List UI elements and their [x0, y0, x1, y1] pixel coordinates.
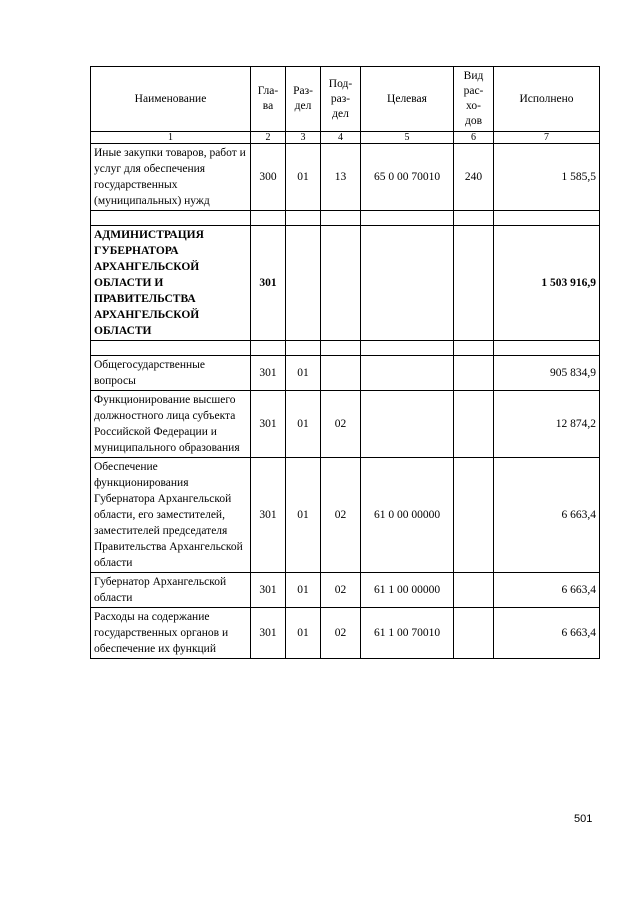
row-executed: 6 663,4 [494, 458, 600, 573]
row-subsection: 02 [321, 458, 361, 573]
row-expense-type: 240 [454, 144, 494, 211]
header-target: Целевая [361, 67, 454, 132]
row-name: Расходы на содержание государственных органов и обеспечение их функций [91, 608, 251, 659]
row-section: 01 [286, 608, 321, 659]
row-subsection [321, 226, 361, 341]
table-row [91, 226, 600, 341]
row-expense-type [454, 608, 494, 659]
column-number: 7 [494, 132, 600, 144]
header-executed: Исполнено [494, 67, 600, 132]
column-number: 1 [91, 132, 251, 144]
header-subsection: Под- раз- дел [321, 67, 361, 132]
row-expense-type [454, 356, 494, 391]
table-row [91, 356, 600, 391]
row-subsection: 02 [321, 391, 361, 458]
header-chapter: Гла- ва [251, 67, 286, 132]
row-chapter: 301 [251, 391, 286, 458]
column-number: 2 [251, 132, 286, 144]
row-executed: 1 585,5 [494, 144, 600, 211]
header-expense-type: Вид рас- хо- дов [454, 67, 494, 132]
table-row [91, 608, 600, 659]
row-name: Обеспечение функционирования Губернатора Архангельской области, его заместителей, заместителей председателя Правительства Архангельской области [91, 458, 251, 573]
header-section: Раз- дел [286, 67, 321, 132]
row-chapter: 301 [251, 573, 286, 608]
row-section [286, 226, 321, 341]
table-header-row [91, 67, 600, 132]
row-chapter: 301 [251, 356, 286, 391]
column-number: 3 [286, 132, 321, 144]
row-section: 01 [286, 356, 321, 391]
column-number: 6 [454, 132, 494, 144]
row-subsection: 02 [321, 608, 361, 659]
row-target: 61 0 00 00000 [361, 458, 454, 573]
row-expense-type [454, 573, 494, 608]
budget-table [90, 66, 600, 659]
row-name: АДМИНИСТРАЦИЯ ГУБЕРНАТОРА АРХАНГЕЛЬСКОЙ ОБЛАСТИ И ПРАВИТЕЛЬСТВА АРХАНГЕЛЬСКОЙ ОБЛАСТИ [91, 226, 251, 341]
table-row [91, 458, 600, 573]
header-name: Наименование [91, 67, 251, 132]
row-executed: 905 834,9 [494, 356, 600, 391]
row-chapter: 301 [251, 608, 286, 659]
row-executed: 6 663,4 [494, 573, 600, 608]
row-subsection: 02 [321, 573, 361, 608]
column-number: 4 [321, 132, 361, 144]
column-number-row [91, 132, 600, 144]
row-target: 61 1 00 70010 [361, 608, 454, 659]
row-target [361, 391, 454, 458]
row-chapter: 300 [251, 144, 286, 211]
row-subsection [321, 356, 361, 391]
row-executed: 1 503 916,9 [494, 226, 600, 341]
row-expense-type [454, 226, 494, 341]
row-target [361, 226, 454, 341]
row-name: Общегосударственные вопросы [91, 356, 251, 391]
row-subsection: 13 [321, 144, 361, 211]
table-row [91, 144, 600, 211]
row-section: 01 [286, 144, 321, 211]
row-name: Функционирование высшего должностного лица субъекта Российской Федерации и муниципального образования [91, 391, 251, 458]
row-target: 61 1 00 00000 [361, 573, 454, 608]
row-target [361, 356, 454, 391]
row-section: 01 [286, 458, 321, 573]
spacer-row [91, 211, 600, 226]
row-section: 01 [286, 573, 321, 608]
column-number: 5 [361, 132, 454, 144]
page-number: 501 [574, 813, 593, 825]
row-chapter: 301 [251, 458, 286, 573]
row-target: 65 0 00 70010 [361, 144, 454, 211]
row-executed: 6 663,4 [494, 608, 600, 659]
table-row [91, 573, 600, 608]
table-row [91, 391, 600, 458]
row-section: 01 [286, 391, 321, 458]
row-executed: 12 874,2 [494, 391, 600, 458]
row-chapter: 301 [251, 226, 286, 341]
row-name: Губернатор Архангельской области [91, 573, 251, 608]
spacer-row [91, 341, 600, 356]
row-name: Иные закупки товаров, работ и услуг для обеспечения государственных (муниципальных) нужд [91, 144, 251, 211]
row-expense-type [454, 391, 494, 458]
row-expense-type [454, 458, 494, 573]
